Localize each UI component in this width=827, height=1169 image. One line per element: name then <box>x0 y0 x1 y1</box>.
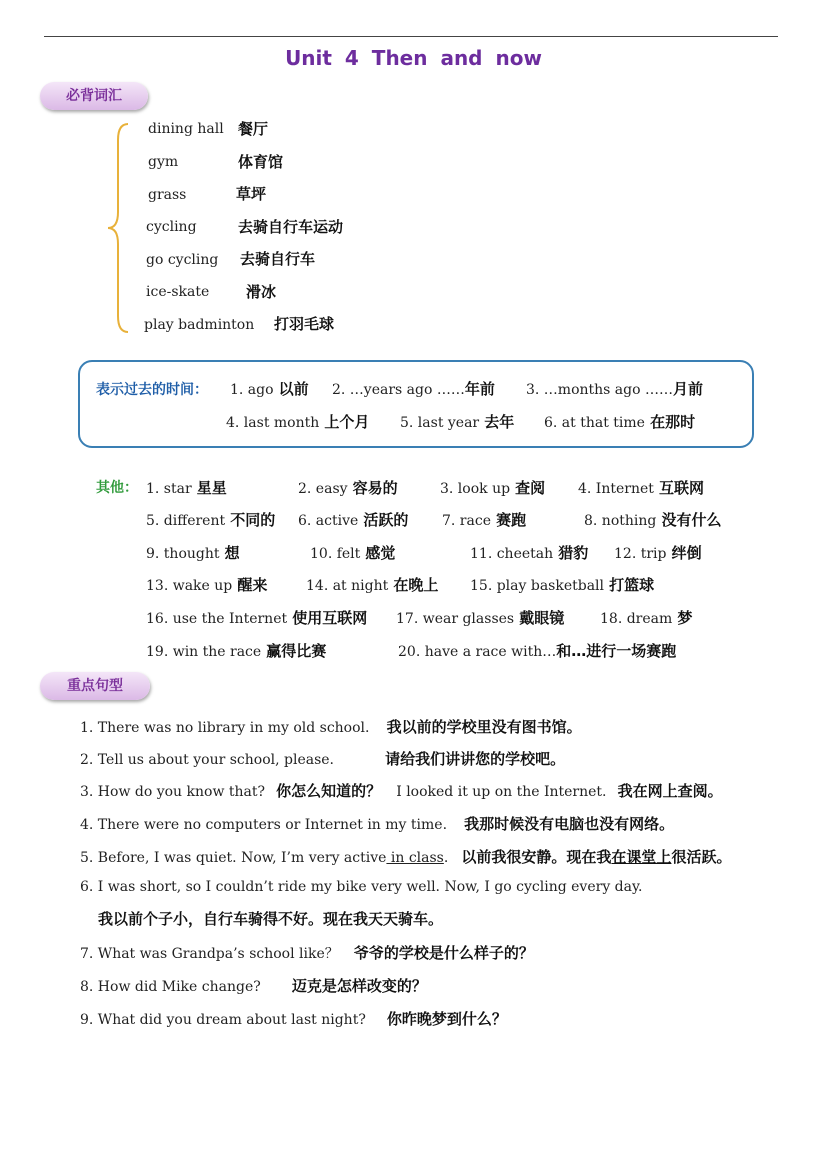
time-item: 2. …years ago ……年前 <box>332 380 495 398</box>
past-time-label: 表示过去的时间： <box>96 382 208 398</box>
other-item: 18. dream 梦 <box>600 609 693 627</box>
brace <box>104 120 132 338</box>
other-item: 15. play basketball 打篮球 <box>470 576 655 594</box>
section-label-vocabulary: 必背词汇 <box>40 82 148 110</box>
section-label-key-sentences: 重点句型 <box>40 672 150 700</box>
other-item: 7. race 赛跑 <box>442 511 527 529</box>
other-item: 2. easy 容易的 <box>298 479 398 497</box>
vocab-zh: 餐厅 <box>238 120 269 138</box>
vocab-zh: 打羽毛球 <box>274 315 335 333</box>
sentence: 2. Tell us about your school, please. 请给我们讲讲您的学校吧。 <box>80 750 566 768</box>
other-item: 12. trip 绊倒 <box>614 544 702 562</box>
vocab-en: gym <box>148 154 179 170</box>
other-item: 1. star 星星 <box>146 479 227 497</box>
other-item: 10. felt 感觉 <box>310 544 396 562</box>
other-item: 17. wear glasses 戴眼镜 <box>396 609 565 627</box>
vocab-zh: 草坪 <box>236 185 267 203</box>
vocab-en: dining hall <box>148 121 224 137</box>
vocab-en: grass <box>148 187 187 203</box>
sentence: 4. There were no computers or Internet in my time. 我那时候没有电脑也没有网络。 <box>80 815 675 833</box>
vocab-en: ice-skate <box>146 284 210 300</box>
page-title: Unit 4 Then and now <box>285 46 542 70</box>
time-item: 1. ago 以前 <box>230 380 309 398</box>
other-item: 4. Internet 互联网 <box>578 479 704 497</box>
vocab-en: play badminton <box>144 317 255 333</box>
other-item: 6. active 活跃的 <box>298 511 409 529</box>
other-item: 13. wake up 醒来 <box>146 576 268 594</box>
other-item: 8. nothing 没有什么 <box>584 511 722 529</box>
other-item: 19. win the race 赢得比赛 <box>146 642 327 660</box>
vocab-zh: 滑冰 <box>246 283 277 301</box>
sentence-translation: 我以前个子小，自行车骑得不好。现在我天天骑车。 <box>98 910 444 928</box>
top-rule <box>44 36 778 37</box>
sentence: 3. How do you know that? 你怎么知道的？ I looked it up on the Internet. 我在网上查阅。 <box>80 782 723 800</box>
vocab-en: cycling <box>146 219 197 235</box>
sentence: 5. Before, I was quiet. Now, I’m very active in class. 以前我很安静。现在我在课堂上很活跃。 <box>80 848 732 866</box>
other-item: 14. at night 在晚上 <box>306 576 439 594</box>
past-time-box <box>78 360 754 448</box>
time-item: 4. last month 上个月 <box>226 413 370 431</box>
others-label: 其他： <box>96 480 138 496</box>
vocab-en: go cycling <box>146 252 219 268</box>
time-item: 3. …months ago ……月前 <box>526 380 704 398</box>
sentence: 6. I was short, so I couldn’t ride my bike very well. Now, I go cycling every day. <box>80 879 643 895</box>
vocab-zh: 去骑自行车运动 <box>238 218 344 236</box>
vocab-zh: 体育馆 <box>238 153 284 171</box>
other-item: 9. thought 想 <box>146 544 240 562</box>
vocab-zh: 去骑自行车 <box>240 250 316 268</box>
time-item: 5. last year 去年 <box>400 413 515 431</box>
sentence: 9. What did you dream about last night? 你昨晚梦到什么？ <box>80 1010 507 1028</box>
other-item: 5. different 不同的 <box>146 511 276 529</box>
other-item: 16. use the Internet 使用互联网 <box>146 609 368 627</box>
sentence: 8. How did Mike change? 迈克是怎样改变的？ <box>80 977 427 995</box>
sentence: 1. There was no library in my old school. 我以前的学校里没有图书馆。 <box>80 718 582 736</box>
other-item: 3. look up 查阅 <box>440 479 546 497</box>
sentence: 7. What was Grandpa’s school like？ 爷爷的学校是什么样子的？ <box>80 944 534 962</box>
time-item: 6. at that time 在那时 <box>544 413 696 431</box>
other-item: 11. cheetah 猎豹 <box>470 544 589 562</box>
other-item: 20. have a race with…和…进行一场赛跑 <box>398 642 677 660</box>
